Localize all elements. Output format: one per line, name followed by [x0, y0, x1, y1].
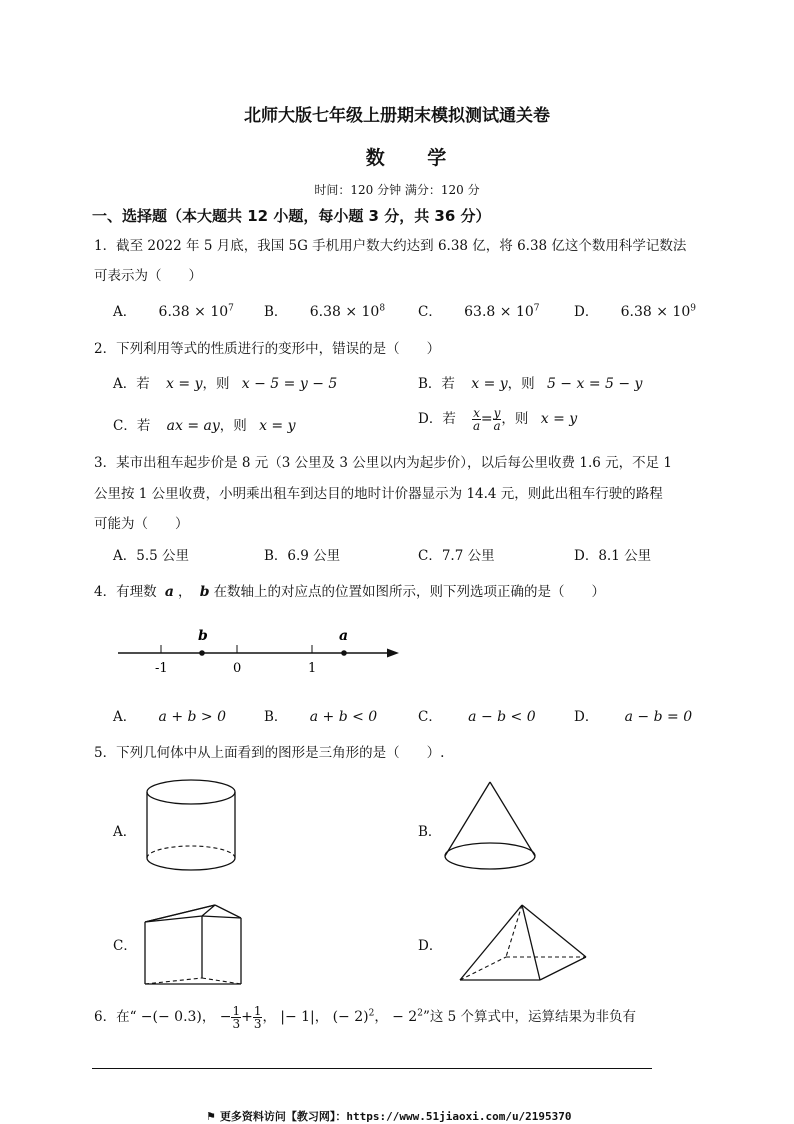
q3-option-a: A．5.5 公里 [113, 548, 190, 564]
q3-option-d: D．8.1 公里 [574, 548, 652, 564]
q4-var-b: b [199, 584, 210, 600]
q6-comma2: ， [262, 1009, 276, 1025]
q2-option-a [113, 372, 337, 392]
q6-expr3: |− 1| [280, 1009, 315, 1025]
q2-option-d [418, 407, 577, 432]
q1-b-label: B． [264, 304, 288, 320]
subject-title: 数 学 [365, 147, 465, 169]
q2-b-cond: x = y [471, 376, 508, 392]
q6-expr5: − 2 [392, 1009, 418, 1025]
q4-option-b [264, 705, 377, 725]
q5-option-a-label: A． [113, 824, 137, 840]
footer-text: 更多资料访问【教习网】：https://www.51jiaoxi.com/u/2195370 [219, 1110, 572, 1123]
q5-option-c-label: C． [113, 938, 137, 954]
q2-b-then: ，则 [507, 376, 535, 392]
q4-a-label: A． [113, 709, 137, 725]
q4-a-value: a + b > 0 [158, 709, 227, 725]
q3-stem-line3: 可能为（ ） [94, 516, 189, 532]
q6-comma3: ， [314, 1009, 329, 1025]
q4-stem-start: 4．有理数 [94, 584, 157, 600]
q1-d-exp: 9 [690, 303, 696, 314]
q6-expr4: (− 2) [332, 1009, 369, 1025]
q1-c-exp: 7 [533, 303, 540, 314]
q2-option-b [418, 372, 642, 392]
footer-divider [92, 1068, 652, 1069]
q1-a-value: 6.38 × 10 [158, 304, 229, 320]
label-b: b [198, 628, 208, 644]
q4-option-a [113, 705, 226, 725]
q6-comma4: ， [374, 1009, 388, 1025]
q4-option-c [418, 705, 536, 725]
q1-b-value: 6.38 × 10 [309, 304, 380, 320]
q1-d-label: D． [574, 304, 599, 320]
q6-prefix: 6．在“ [94, 1009, 137, 1025]
q5-stem: 5．下列几何体中从上面看到的图形是三角形的是（ ）. [94, 745, 445, 761]
q6-stem [94, 1005, 636, 1030]
label-zero: 0 [233, 661, 242, 676]
q6-expr5-exp: 2 [417, 1008, 423, 1019]
q4-stem-end: 在数轴上的对应点的位置如图所示，则下列选项正确的是（ ） [213, 584, 606, 600]
q2-b-label: B．若 [418, 376, 455, 392]
q6-expr2-frac1: $\frac{1}{3}$ [232, 1004, 241, 1031]
q4-c-value: a − b < 0 [468, 709, 536, 725]
q3-option-c: C．7.7 公里 [418, 548, 495, 564]
q1-option-c [418, 300, 540, 320]
q4-stem [94, 580, 605, 600]
label-neg1: -1 [155, 661, 168, 676]
time-info: 时间：120 分钟 满分：120 分 [314, 183, 480, 197]
section-heading: 一、选择题（本大题共 12 小题，每小题 3 分，共 36 分） [92, 207, 491, 225]
q2-d-result: x = y [540, 411, 578, 427]
q2-d-fraction-left: $\frac{x}{a}$ [472, 406, 481, 433]
q2-c-result: x = y [259, 418, 296, 434]
q6-suffix: ”这 5 个算式中，运算结果为非负有 [422, 1009, 637, 1025]
q4-b-value: a + b < 0 [309, 709, 378, 725]
q2-stem: 2．下列利用等式的性质进行的变形中，错误的是（ ） [94, 341, 441, 357]
q3-option-b: B．6.9 公里 [264, 548, 341, 564]
triangular-prism-icon [140, 898, 245, 988]
q2-option-c [113, 414, 296, 434]
number-line-arrow [387, 649, 399, 658]
q1-stem-line1: 1．截至 2022 年 5 月底，我国 5G 手机用户数大约达到 6.38 亿，将 6.38 亿这个数用科学记数法 [94, 238, 687, 254]
cone-icon [443, 780, 539, 876]
q6-expr4-exp: 2 [368, 1008, 375, 1019]
q2-a-then: ，则 [202, 376, 230, 392]
q2-c-label: C．若 [113, 418, 151, 434]
q5-option-d-label: D． [418, 938, 443, 954]
q5-option-b-label: B． [418, 824, 442, 840]
q6-expr2-frac2: $\frac{1}{3}$ [253, 1004, 262, 1031]
label-one: 1 [308, 661, 317, 676]
q2-c-then: ，则 [219, 418, 247, 434]
q2-d-label: D．若 [418, 411, 456, 427]
q2-c-cond: ax = ay [166, 418, 220, 434]
q2-d-then: ，则 [501, 411, 529, 427]
q6-expr1: −(− 0.3) [140, 1009, 202, 1025]
q6-comma1: ， [201, 1009, 216, 1025]
point-b [199, 650, 205, 656]
q4-c-label: C． [418, 709, 442, 725]
q6-expr2-plus: + [241, 1009, 253, 1025]
point-a [341, 650, 347, 656]
flag-icon: ⚑ [206, 1110, 216, 1123]
q2-d-equals: = [480, 411, 493, 427]
q2-a-result: x − 5 = y − 5 [241, 376, 338, 392]
exam-title: 北师大版七年级上册期末模拟测试通关卷 [244, 106, 550, 126]
square-pyramid-icon [456, 902, 592, 984]
q4-b-label: B． [264, 709, 288, 725]
q4-var-a: a [164, 584, 174, 600]
q2-a-label: A．若 [113, 376, 150, 392]
q1-a-label: A． [113, 304, 137, 320]
q4-option-d [574, 705, 692, 725]
q1-stem-line2: 可表示为（ ） [94, 268, 202, 284]
q6-expr2-sign: − [219, 1009, 232, 1025]
q4-d-label: D． [574, 709, 599, 725]
q1-option-b [264, 300, 385, 320]
q1-b-exp: 8 [379, 303, 386, 314]
number-line-figure [116, 625, 406, 675]
q3-stem-line1: 3．某市出租车起步价是 8 元（3 公里及 3 公里以内为起步价），以后每公里收费 1.6 元，不足 1 [94, 455, 672, 471]
label-a: a [339, 628, 349, 644]
q1-c-label: C． [418, 304, 442, 320]
q4-d-value: a − b = 0 [624, 709, 693, 725]
q1-a-exp: 7 [228, 303, 234, 314]
q3-stem-line2: 公里按 1 公里收费，小明乘出租车到达目的地时计价器显示为 14.4 元，则此出租车行驶的路程 [94, 486, 663, 502]
q1-c-value: 63.8 × 10 [464, 304, 534, 320]
q1-option-a [113, 300, 234, 320]
q1-d-value: 6.38 × 10 [620, 304, 691, 320]
footer-link[interactable] [206, 1108, 572, 1124]
cylinder-icon [145, 778, 240, 874]
q2-b-result: 5 − x = 5 − y [546, 376, 643, 392]
q2-a-cond: x = y [166, 376, 203, 392]
q2-d-fraction-right: $\frac{y}{a}$ [493, 406, 501, 433]
q4-sep: ， [177, 584, 192, 600]
q1-option-d [574, 300, 696, 320]
